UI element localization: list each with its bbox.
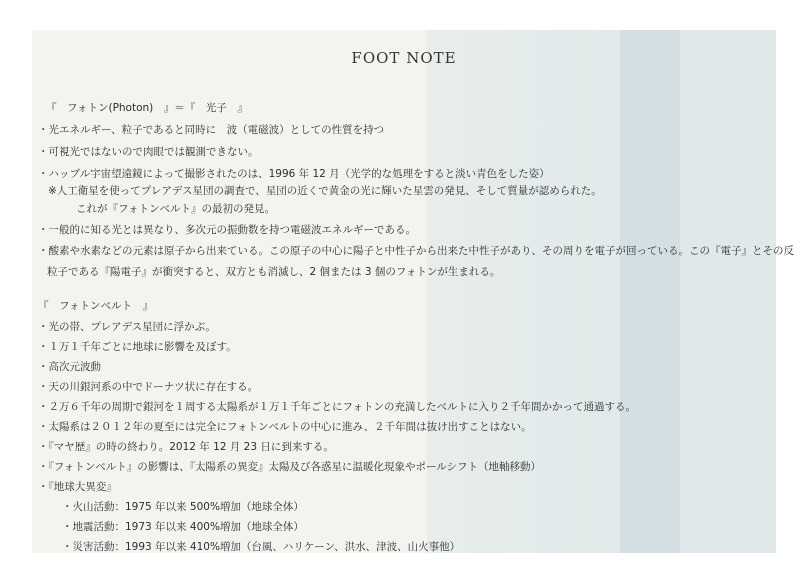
section-heading-photon-belt: 『 フォトンベルト 』: [38, 300, 153, 312]
note-line: ・酸素や水素などの元素は原子から出来ている。この原子の中心に陽子と中性子から出来た中性子があり、その周りを電子が回っている。この『電子』とその反: [38, 245, 794, 257]
background-band: [427, 30, 620, 553]
note-subitem: ・地震活動：1973 年以来 400%増加（地球全体）: [62, 521, 304, 533]
background-band: [680, 30, 776, 553]
note-line: ・一般的に知る光とは異なり、多次元の振動数を持つ電磁波エネルギーである。: [38, 224, 416, 236]
page-title: FOOT NOTE: [351, 49, 457, 67]
note-line: ・２万６千年の周期で銀河を１周する太陽系が１万１千年ごとにフォトンの充満したベルトに入り２千年間かかって通過する。: [38, 401, 636, 413]
note-line: ・ハッブル宇宙望遠鏡によって撮影されたのは、1996 年 12 月（光学的な処理をすると淡い青色をした姿）: [38, 168, 550, 180]
note-line: ・『マヤ歴』の時の終わり。2012 年 12 月 23 日に到来する。: [38, 441, 334, 453]
note-line: ・可視光ではないので肉眼では観測できない。: [38, 146, 259, 158]
note-subitem: ・災害活動：1993 年以来 410%増加（台風、ハリケーン、洪水、津波、山火事他）: [62, 541, 461, 553]
note-line: 粒子である『陽電子』が衝突すると、双方とも消滅し、2 個または 3 個のフォトンが生まれる。: [47, 266, 501, 278]
note-line: ・光の帯、プレアデス星団に浮かぶ。: [38, 321, 216, 333]
note-line: ※人工衛星を使ってプレアデス星団の調査で、星団の近くで黄金の光に輝いた星雲の発見、そして質量が認められた。: [48, 185, 602, 197]
note-line: ・『フォトンベルト』の影響は、『太陽系の異変』太陽及び各惑星に温暖化現象やポールシフト（地軸移動）: [38, 461, 542, 473]
note-line: これが『フォトンベルト』の最初の発見。: [76, 203, 275, 215]
note-line: ・太陽系は２０１２年の夏至には完全にフォトンベルトの中心に進み、２千年間は抜け出すことはない。: [38, 421, 532, 433]
note-line: ・高次元波動: [38, 361, 101, 373]
note-line: ・『地球大異変』: [38, 481, 117, 493]
background-band: [620, 30, 680, 553]
section-heading-photon: 『 フォトン(Photon) 』＝『 光子 』: [46, 102, 248, 114]
note-subitem: ・火山活動：1975 年以来 500%増加（地球全体）: [62, 501, 304, 513]
note-line: ・１万１千年ごとに地球に影響を及ぼす。: [38, 341, 237, 353]
note-line: ・天の川銀河系の中でドーナツ状に存在する。: [38, 381, 259, 393]
note-line: ・光エネルギー、粒子であると同時に 波（電磁波）としての性質を持つ: [38, 124, 385, 136]
